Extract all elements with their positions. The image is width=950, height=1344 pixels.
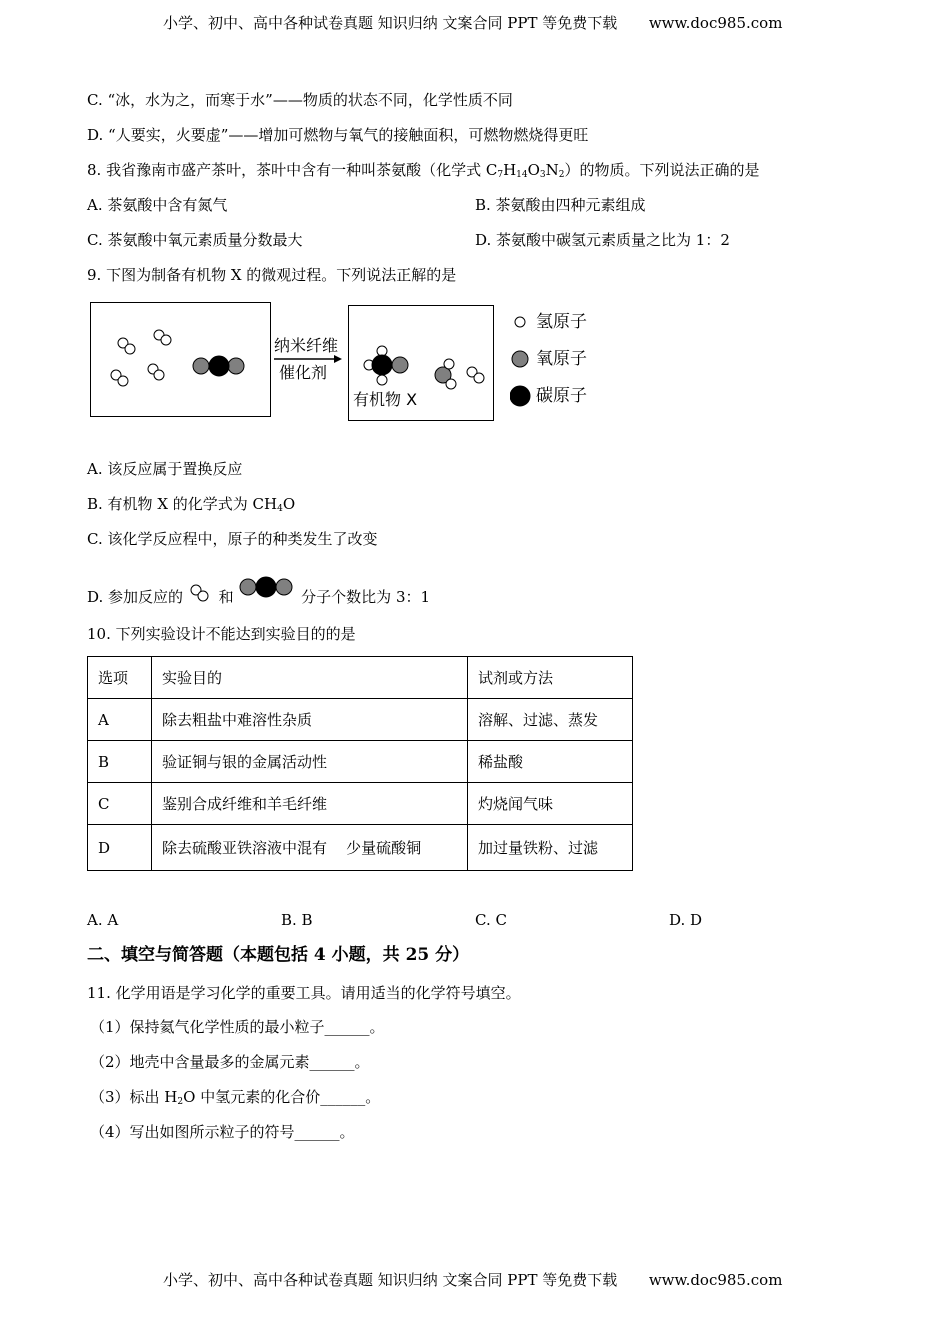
q10-table (87, 656, 633, 871)
q11-part-3 (90, 1087, 380, 1112)
q11-part-3-post: O 中氢元素的化合价______。 (183, 1088, 381, 1106)
q8-option-c: C. 茶氨酸中氧元素质量分数最大 (87, 231, 303, 249)
table-cell: 溶解、过滤、蒸发 (468, 699, 633, 741)
q10-option-b: B. B (281, 911, 313, 929)
arrow-label-bottom: 催化剂 (279, 363, 328, 382)
table-cell: 加过量铁粉、过滤 (468, 825, 633, 871)
table-cell: 鉴别合成纤维和羊毛纤维 (152, 783, 468, 825)
q9-option-d (87, 576, 430, 607)
q8-stem (87, 160, 760, 185)
q11-part-1: （1）保持氦气化学性质的最小粒子______。 (90, 1018, 385, 1036)
reactants-molecules (91, 303, 270, 416)
q10-stem: 10. 下列实验设计不能达到实验目的的是 (87, 625, 356, 643)
q9-option-b-pre: B. 有机物 X 的化学式为 CH (87, 495, 278, 513)
footer-text: 小学、初中、高中各种试卷真题 知识归纳 文案合同 PPT 等免费下载 (163, 1271, 618, 1289)
q10-option-c: C. C (475, 911, 507, 929)
table-header: 选项 (88, 657, 152, 699)
legend-carbon: 碳原子 (536, 386, 587, 406)
table-cell: A (88, 699, 152, 741)
q9-option-d-pre: D. 参加反应的 (87, 588, 184, 606)
q9-option-d-post: 分子个数比为 3：1 (301, 588, 431, 606)
table-cell: 稀盐酸 (468, 741, 633, 783)
q7-option-c: C. “冰，水为之，而寒于水”——物质的状态不同，化学性质不同 (87, 91, 513, 109)
q8-option-b: B. 茶氨酸由四种元素组成 (475, 196, 646, 214)
table-row (88, 741, 633, 783)
q9-option-a: A. 该反应属于置换反应 (87, 460, 243, 478)
oxygen-atom-icon (512, 351, 528, 367)
q8-sub: 14 (516, 170, 528, 180)
table-row (88, 783, 633, 825)
product-label: 有机物 X (353, 390, 418, 409)
q8-option-a: A. 茶氨酸中含有氮气 (87, 196, 228, 214)
q11-part-3-sub: 2 (177, 1097, 184, 1107)
table-row (88, 825, 633, 871)
header-url[interactable]: www.doc985.com (648, 14, 783, 32)
q8-sub: 3 (539, 170, 546, 180)
q10-option-d: D. D (669, 911, 703, 929)
table-cell: B (88, 741, 152, 783)
products-box (348, 305, 494, 421)
q11-part-3-pre: （3）标出 H (90, 1088, 178, 1106)
q8-stem-pre: 8. 我省豫南市盛产茶叶，茶叶中含有一种叫茶氨酸（化学式 C (87, 161, 498, 179)
q7-option-d: D. “人要实，火要虚”——增加可燃物与氧气的接触面积，可燃物燃烧得更旺 (87, 126, 589, 144)
table-cell: 灼烧闻气味 (468, 783, 633, 825)
page-footer (163, 1270, 782, 1290)
q8-sub: 2 (558, 170, 565, 180)
hydrogen-molecule-icon (188, 584, 214, 604)
q8-option-d: D. 茶氨酸中碳氢元素质量之比为 1：2 (475, 231, 730, 249)
legend-oxygen: 氧原子 (536, 349, 587, 369)
carbon-atom-icon (510, 386, 530, 406)
q9-option-d-mid: 和 (218, 588, 234, 606)
q9-option-b-sub: 4 (277, 504, 283, 514)
hydrogen-atom-icon (515, 317, 525, 327)
table-cell: 除去硫酸亚铁溶液中混有 少量硫酸铜 (152, 825, 468, 871)
q9-option-b (87, 494, 295, 519)
q8-formula-part: O (527, 161, 540, 179)
table-cell: 除去粗盐中难溶性杂质 (152, 699, 468, 741)
section-title: 二、填空与简答题（本题包括 4 小题，共 25 分） (87, 945, 470, 965)
page-header (163, 13, 782, 33)
table-cell: C (88, 783, 152, 825)
legend-hydrogen: 氢原子 (536, 312, 587, 332)
header-text: 小学、初中、高中各种试卷真题 知识归纳 文案合同 PPT 等免费下载 (163, 14, 618, 32)
q9-option-b-post: O (282, 495, 296, 513)
table-row (88, 699, 633, 741)
reactants-box (90, 302, 271, 417)
q9-option-c: C. 该化学反应程中，原子的种类发生了改变 (87, 530, 378, 548)
q8-formula-part: N (545, 161, 559, 179)
q8-formula-part: H (503, 161, 517, 179)
arrow-label-top: 纳米纤维 (274, 336, 339, 355)
q8-sub: 7 (497, 170, 504, 180)
q8-stem-post: ）的物质。下列说法正确的是 (564, 161, 760, 179)
table-header: 试剂或方法 (468, 657, 633, 699)
q11-part-2: （2）地壳中含量最多的金属元素______。 (90, 1053, 370, 1071)
q11-stem: 11. 化学用语是学习化学的重要工具。请用适当的化学符号填空。 (87, 984, 521, 1002)
table-cell: 验证铜与银的金属活动性 (152, 741, 468, 783)
legend-icons (510, 312, 534, 412)
footer-url[interactable]: www.doc985.com (648, 1271, 783, 1289)
carbon-dioxide-molecule-icon (238, 576, 296, 598)
q9-stem: 9. 下图为制备有机物 X 的微观过程。下列说法正解的是 (87, 266, 457, 284)
q11-part-4: （4）写出如图所示粒子的符号______。 (90, 1123, 355, 1141)
q10-option-a: A. A (87, 911, 119, 929)
table-header-row (88, 657, 633, 699)
table-header: 实验目的 (152, 657, 468, 699)
table-cell: D (88, 825, 152, 871)
